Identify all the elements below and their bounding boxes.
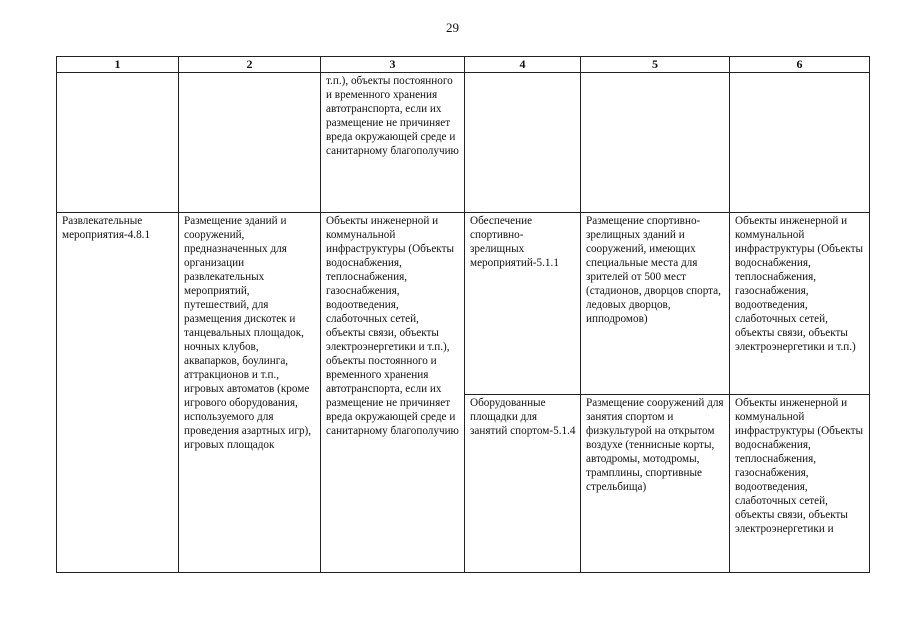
column-header-3: 3	[321, 57, 465, 73]
page-number: 29	[446, 20, 459, 35]
table-row-continuation	[57, 73, 870, 213]
cell-empty	[57, 73, 179, 213]
cell-conditional-auxiliary-objects: Объекты инженерной и коммунальной инфраструктуры (Объекты водоснабжения, теплоснабжения, газоснабжения, водоотведения, слаботочных сетей, объекты связи, объекты электроэнергетики и т.п.)	[730, 213, 870, 395]
column-header-4: 4	[465, 57, 581, 73]
cell-empty	[465, 73, 581, 213]
cell-conditional-use-description: Размещение спортивно-зрелищных зданий и сооружений, имеющих специальные места для зрителей от 500 мест (стадионов, дворцов спорта, ледовых дворцов, ипподромов)	[581, 213, 730, 395]
column-header-1: 1	[57, 57, 179, 73]
cell-conditional-use-description: Размещение сооружений для занятия спортом и физкультурой на открытом воздухе (теннисные корты, автодромы, мотодромы, трамплины, спортивные стрельбища)	[581, 395, 730, 573]
cell-empty	[730, 73, 870, 213]
column-header-6: 6	[730, 57, 870, 73]
cell-conditional-auxiliary-objects: Объекты инженерной и коммунальной инфраструктуры (Объекты водоснабжения, теплоснабжения, газоснабжения, водоотведения, слаботочных сетей, объекты связи, объекты электроэнергетики и	[730, 395, 870, 573]
table-header-row	[57, 57, 870, 73]
cell-conditional-use-type: Оборудованные площадки для занятий спортом-5.1.4	[465, 395, 581, 573]
cell-empty	[179, 73, 321, 213]
cell-use-type: Развлекательные мероприятия-4.8.1	[57, 213, 179, 573]
cell-conditional-objects-continued: т.п.), объекты постоянного и временного хранения автотранспорта, если их размещение не причиняет вреда окружающей среде и санитарному благополучию	[321, 73, 465, 213]
cell-auxiliary-objects: Объекты инженерной и коммунальной инфраструктуры (Объекты водоснабжения, теплоснабжения, газоснабжения, водоотведения, слаботочных сетей, объекты связи, объекты электроэнергетики и т.п.), объекты постоянного и временного хранения автотранспорта, если их размещение не причиняет вреда окружающей среде и санитарному благополучию	[321, 213, 465, 573]
cell-empty	[581, 73, 730, 213]
table-row-entertainment	[57, 213, 870, 395]
cell-conditional-use-type: Обеспечение спортивно-зрелищных мероприятий-5.1.1	[465, 213, 581, 395]
land-use-table	[56, 56, 870, 573]
column-header-5: 5	[581, 57, 730, 73]
cell-use-description: Размещение зданий и сооружений, предназначенных для организации развлекательных мероприятий, путешествий, для размещения дискотек и танцевальных площадок, ночных клубов, аквапарков, боулинга, аттракционов и т.п., игровых автоматов (кроме игрового оборудования, используемого для проведения азартных игр), игровых площадок	[179, 213, 321, 573]
column-header-2: 2	[179, 57, 321, 73]
